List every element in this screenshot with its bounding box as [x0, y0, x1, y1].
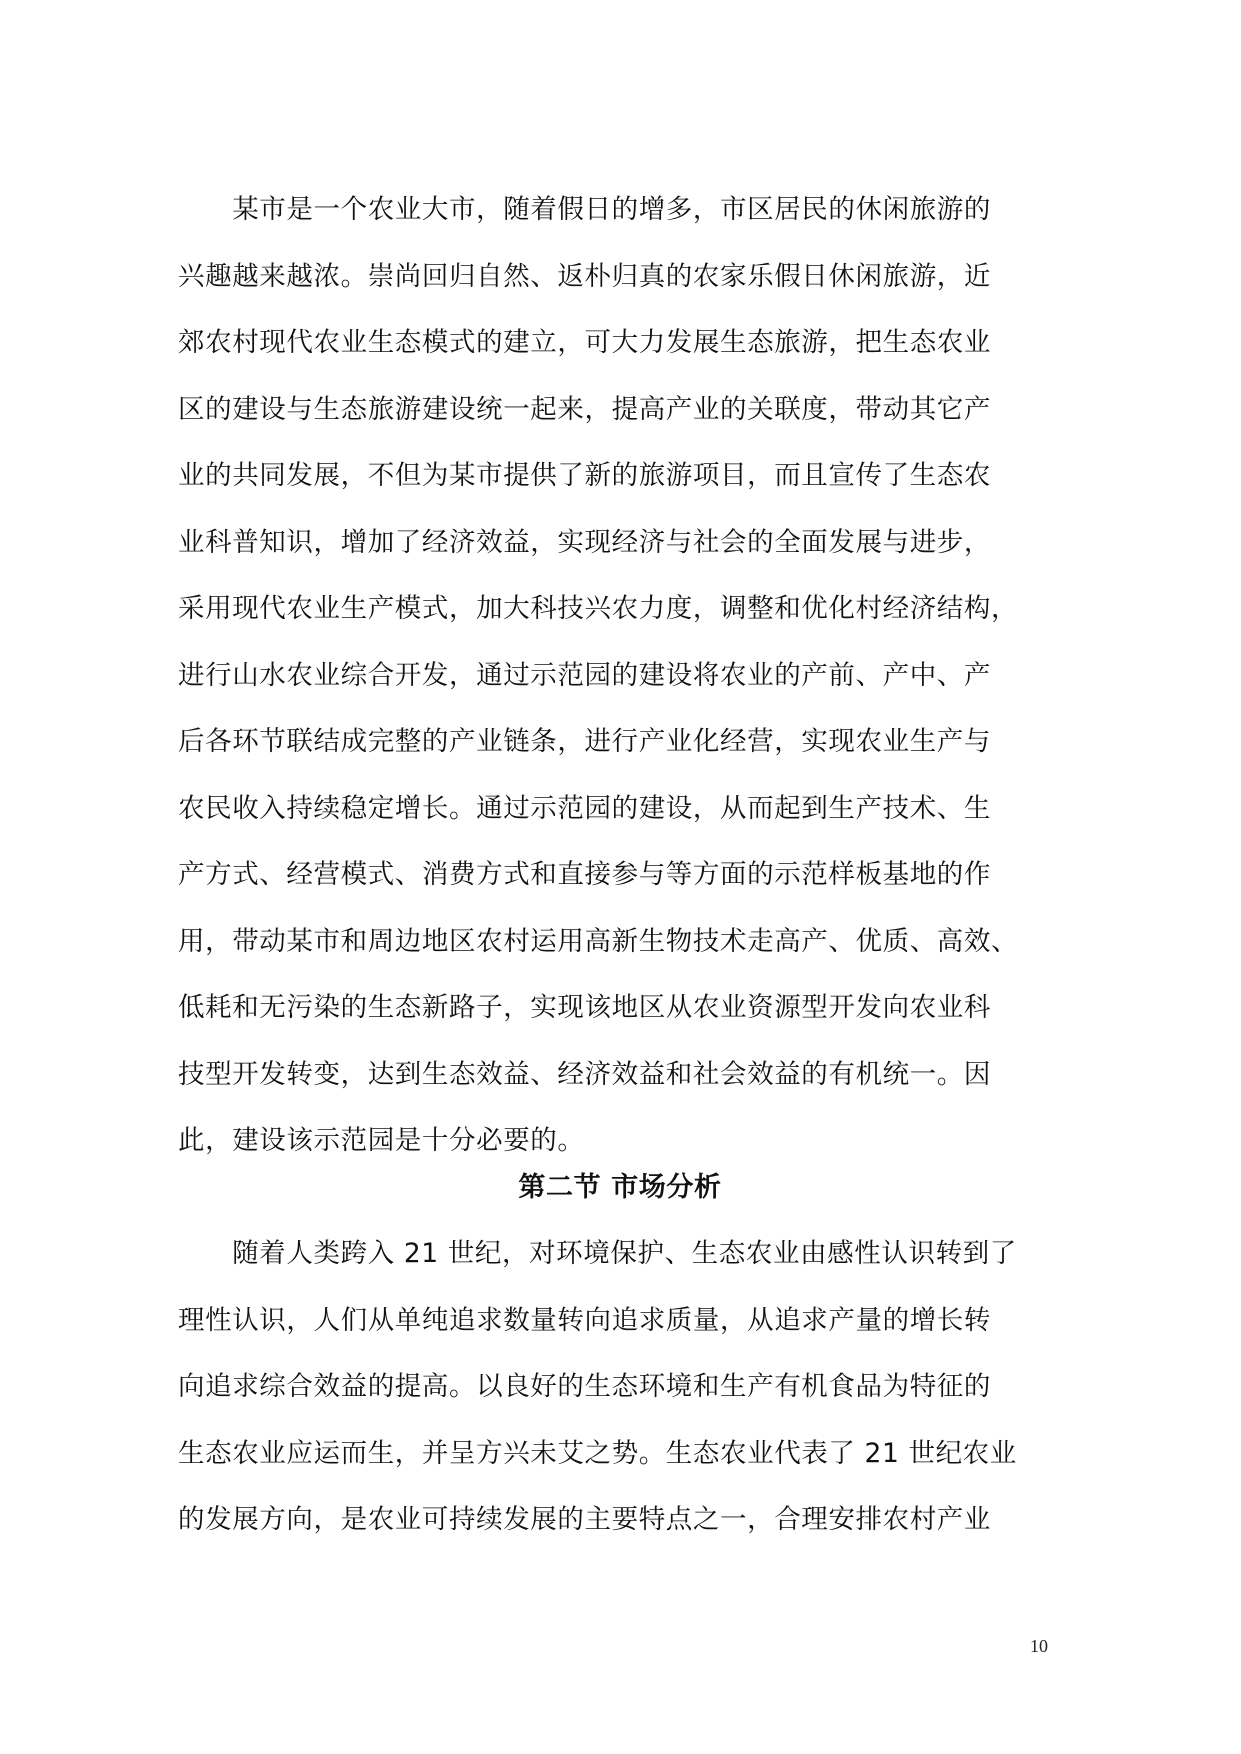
- text-line: 业的共同发展，不但为某市提供了新的旅游项目，而且宣传了生态农: [178, 460, 991, 491]
- text-line: 某市是一个农业大市，随着假日的增多，市区居民的休闲旅游的: [178, 194, 991, 225]
- page-number: 10: [1030, 1636, 1048, 1656]
- text-line: 的发展方向，是农业可持续发展的主要特点之一，合理安排农村产业: [178, 1504, 991, 1535]
- text-line: 用，带动某市和周边地区农村运用高新生物技术走高产、优质、高效、: [178, 925, 1019, 957]
- text-line: 后各环节联结成完整的产业链条，进行产业化经营，实现农业生产与: [178, 726, 991, 757]
- text-line: 此，建设该示范园是十分必要的。: [178, 1125, 585, 1156]
- text-line: 郊农村现代农业生态模式的建立，可大力发展生态旅游，把生态农业: [178, 327, 991, 358]
- text-line: 业科普知识，增加了经济效益，实现经济与社会的全面发展与进步，: [178, 526, 991, 558]
- text-line: 理性认识，人们从单纯追求数量转向追求质量，从追求产量的增长转: [178, 1304, 991, 1336]
- text-line: 农民收入持续稳定增长。通过示范园的建设，从而起到生产技术、生: [178, 792, 991, 824]
- text-line: 随着人类跨入 21 世纪，对环境保护、生态农业由感性认识转到了: [178, 1238, 1017, 1269]
- text-line: 技型开发转变，达到生态效益、经济效益和社会效益的有机统一。因: [178, 1058, 991, 1090]
- text-line: 兴趣越来越浓。崇尚回归自然、返朴归真的农家乐假日休闲旅游，近: [178, 260, 991, 292]
- text-line: 采用现代农业生产模式，加大科技兴农力度，调整和优化村经济结构，: [178, 593, 1019, 624]
- section-heading: 第二节 市场分析: [518, 1172, 722, 1203]
- text-line: 产方式、经营模式、消费方式和直接参与等方面的示范样板基地的作: [178, 859, 991, 890]
- text-line: 生态农业应运而生，并呈方兴未艾之势。生态农业代表了 21 世纪农业: [178, 1437, 1017, 1469]
- text-line: 向追求综合效益的提高。以良好的生态环境和生产有机食品为特征的: [178, 1371, 991, 1402]
- paragraph-project-necessity: [178, 177, 1062, 1175]
- paragraph-market-analysis: [178, 1221, 1062, 1554]
- text-line: 低耗和无污染的生态新路子，实现该地区从农业资源型开发向农业科: [178, 992, 991, 1023]
- text-line: 进行山水农业综合开发，通过示范园的建设将农业的产前、产中、产: [178, 659, 991, 691]
- text-line: 区的建设与生态旅游建设统一起来，提高产业的关联度，带动其它产: [178, 393, 991, 425]
